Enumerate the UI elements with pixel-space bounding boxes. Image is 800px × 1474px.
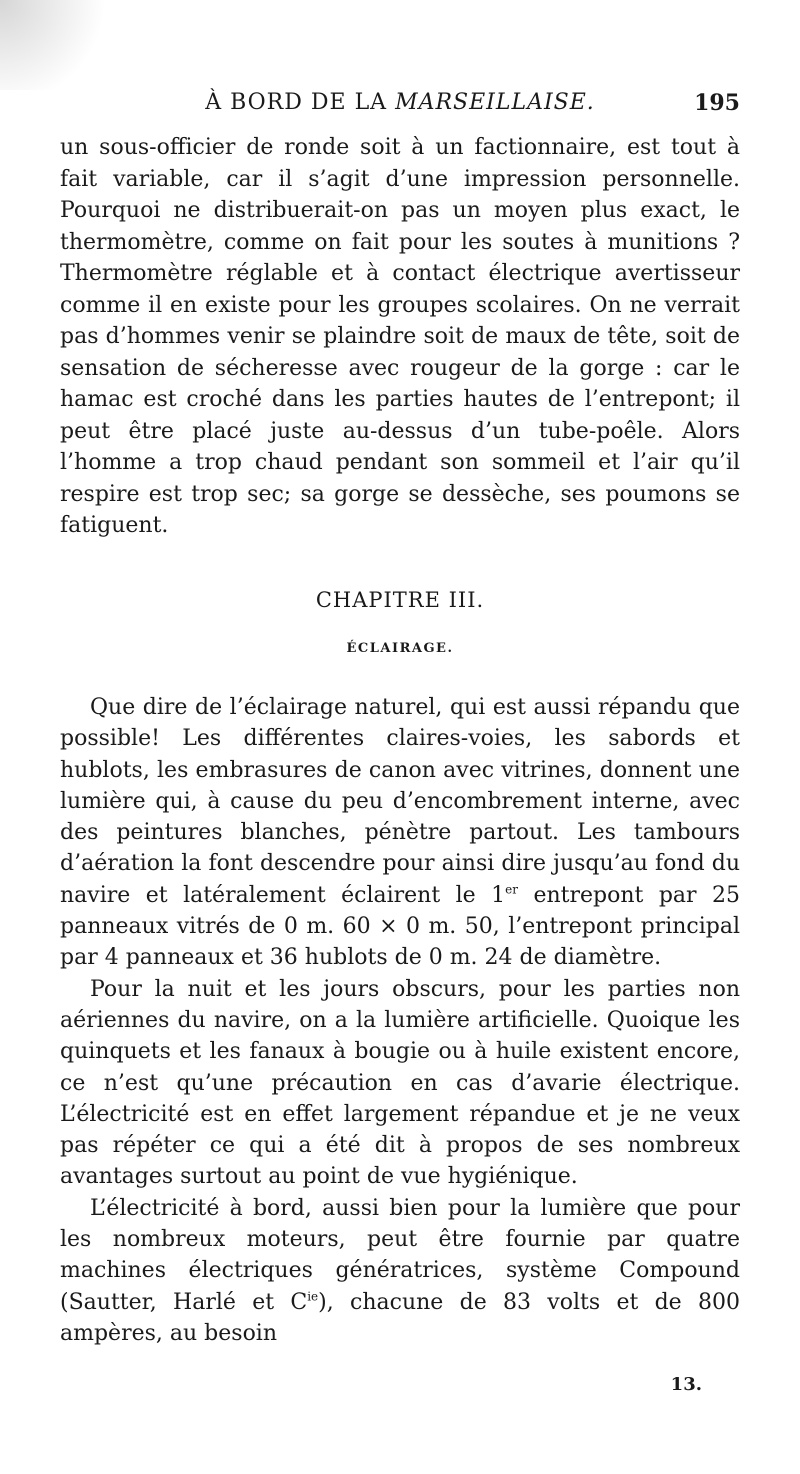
page-number: 195 <box>694 90 740 116</box>
paragraph-natural-lighting <box>60 692 740 974</box>
paragraph-electricity-part2: ), chacune de 83 volts et de 800 ampères, au besoin <box>60 1289 740 1346</box>
paragraph-electricity-part1: L’électricité à bord, aussi bien pour la lumière que pour les nombreux moteurs, peut être fournie par quatre machines électriques génératrices, système Compound (Sautter, Harlé et C <box>60 1195 740 1315</box>
body-text-top <box>60 132 740 542</box>
chapter-heading: CHAPITRE III. <box>315 588 485 612</box>
company-superscript: ie <box>307 1289 319 1304</box>
running-header <box>60 90 740 124</box>
ordinal-superscript: er <box>505 882 518 897</box>
paragraph-natural-lighting-part1: Que dire de l’éclairage naturel, qui est aussi répandu que possible! Les différentes claires-voies, les sabords et hublots, les embrasures de canon avec vitrines, donnent une lumière qui, à cause du peu d’encombrement interne, avec des peintures blanches, pénètre partout. Les tambours d’aération la font descendre pour ainsi dire jusqu’au fond du navire et latéralement éclairent le 1 <box>60 695 740 908</box>
running-title-prefix: À BORD DE LA <box>205 90 396 115</box>
paragraph-continued: un sous-officier de ronde soit à un factionnaire, est tout à fait variable, car il s’agit d’une impression personnelle. Pourquoi ne distribuerait-on pas un moyen plus exact, le thermomètre, comme on fait pour les soutes à munitions ? Thermomètre réglable et à contact électrique avertisseur comme il en existe pour les groupes scolaires. On ne verrait pas d’hommes venir se plaindre soit de maux de tête, soit de sensation de sécheresse avec rougeur de la gorge : car le hamac est croché dans les parties hautes de l’entrepont; il peut être placé juste au-dessus d’un tube-poêle. Alors l’homme a trop chaud pendant son sommeil et l’air qu’il respire est trop sec; sa gorge se dessèche, ses poumons se fatiguent. <box>60 135 740 538</box>
paragraph-artificial-lighting: Pour la nuit et les jours obscurs, pour les parties non aériennes du navire, on a la lumière artificielle. Quoique les quinquets et les fanaux à bougie ou à huile existent encore, ce n’est qu’une précaution en cas d’avarie électrique. L’électricité est en effet largement répandue et je ne veux pas répéter ce qui a été dit à propos de ses nombreux avantages surtout au point de vue hygiénique. <box>60 976 740 1190</box>
section-subtitle: ÉCLAIRAGE. <box>346 641 454 656</box>
signature-mark: 13. <box>670 1374 702 1395</box>
paragraph-electricity <box>60 1193 740 1349</box>
paragraph-natural-lighting-part2: entrepont par 25 panneaux vitrés de 0 m. 60 × 0 m. 50, l’entrepont principal par 4 panneaux et 36 hublots de 0 m. 24 de diamètre. <box>60 882 740 971</box>
paper-stain <box>0 0 120 90</box>
running-title <box>60 90 740 115</box>
body-text-bottom <box>60 692 740 1349</box>
running-title-ship-name: MARSEILLAISE. <box>395 90 595 115</box>
